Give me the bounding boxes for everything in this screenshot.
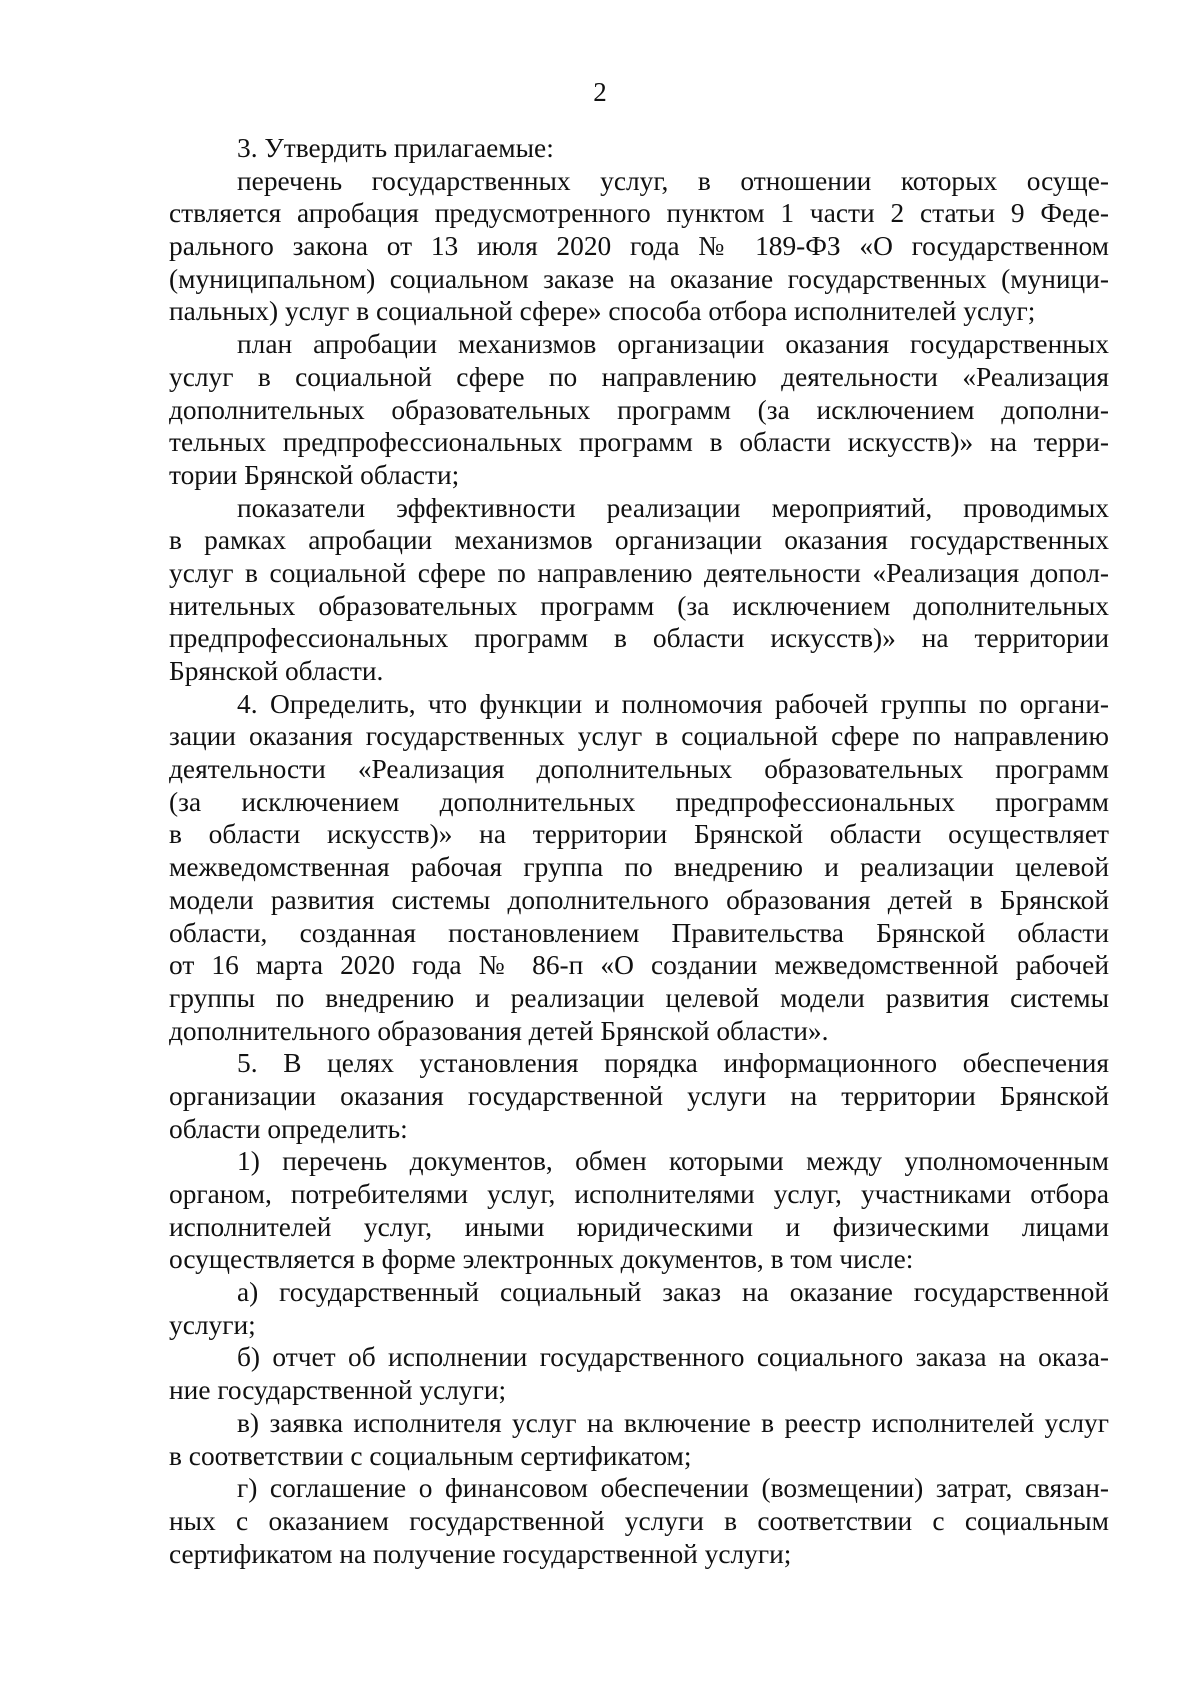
text-line: нительных образовательных программ (за исключением дополнительных <box>169 590 1109 621</box>
text-line: тельных предпрофессиональных программ в области искусств)» на терри- <box>169 427 1109 458</box>
text-line: б) отчет об исполнении государственного социального заказа на оказа- <box>237 1342 1109 1373</box>
text-line: зации оказания государственных услуг в социальной сфере по направлению <box>169 721 1109 752</box>
text-line: ствляется апробация предусмотренного пунктом 1 части 2 статьи 9 Феде- <box>169 198 1109 229</box>
text-line: пальных) услуг в социальной сфере» способа отбора исполнителей услуг; <box>169 296 1036 327</box>
text-line: ных с оказанием государственной услуги в соответствии с социальным <box>169 1505 1109 1536</box>
text-line: области определить: <box>169 1113 408 1144</box>
text-line: перечень государственных услуг, в отношении которых осуще- <box>237 165 1109 196</box>
text-line: деятельности «Реализация дополнительных образовательных программ <box>169 754 1109 785</box>
text-line: области, созданная постановлением Правительства Брянской области <box>169 917 1109 948</box>
text-line: 1) перечень документов, обмен которыми между уполномоченным <box>237 1146 1109 1177</box>
text-line: услуг в социальной сфере по направлению деятельности «Реализация допол- <box>169 557 1109 588</box>
text-line: в рамках апробации механизмов организации оказания государственных <box>169 525 1109 556</box>
text-line: 3. Утвердить прилагаемые: <box>237 133 554 163</box>
text-line: в соответствии с социальным сертификатом; <box>169 1440 692 1471</box>
text-line: 4. Определить, что функции и полномочия рабочей группы по органи- <box>237 688 1109 719</box>
text-line: план апробации механизмов организации оказания государственных <box>237 329 1109 360</box>
text-line: в) заявка исполнителя услуг на включение в реестр исполнителей услуг <box>237 1407 1109 1438</box>
text-line: группы по внедрению и реализации целевой модели развития системы <box>169 982 1109 1013</box>
text-line: 5. В целях установления порядка информационного обеспечения <box>237 1048 1109 1079</box>
text-line: показатели эффективности реализации мероприятий, проводимых <box>237 492 1109 523</box>
text-line: исполнителей услуг, иными юридическими и физическими лицами <box>169 1211 1109 1242</box>
text-line: предпрофессиональных программ в области искусств)» на территории <box>169 623 1109 654</box>
page-number: 2 <box>593 77 607 107</box>
text-line: ние государственной услуги; <box>169 1375 507 1406</box>
text-line: дополнительных образовательных программ (за исключением дополни- <box>169 394 1109 425</box>
document-body <box>169 132 1109 1570</box>
text-line: дополнительного образования детей Брянской области». <box>169 1015 829 1046</box>
text-line: межведомственная рабочая группа по внедрению и реализации целевой <box>169 852 1109 883</box>
text-line: рального закона от 13 июля 2020 года № 189-ФЗ «О государственном <box>169 231 1109 262</box>
text-line: в области искусств)» на территории Брянской области осуществляет <box>169 819 1109 850</box>
text-line: услуг в социальной сфере по направлению деятельности «Реализация <box>169 361 1109 392</box>
text-line: осуществляется в форме электронных документов, в том числе: <box>169 1244 914 1275</box>
text-line: модели развития системы дополнительного образования детей в Брянской <box>169 884 1109 915</box>
text-line: от 16 марта 2020 года № 86-п «О создании межведомственной рабочей <box>169 950 1109 981</box>
text-line: услуги; <box>169 1309 256 1340</box>
text-line: сертификатом на получение государственной услуги; <box>169 1538 792 1569</box>
text-line: тории Брянской области; <box>169 459 460 490</box>
text-line: организации оказания государственной услуги на территории Брянской <box>169 1080 1109 1111</box>
text-line: (за исключением дополнительных предпрофессиональных программ <box>169 786 1109 817</box>
text-line: Брянской области. <box>169 656 384 686</box>
text-line: г) соглашение о финансовом обеспечении (возмещении) затрат, связан- <box>237 1473 1109 1504</box>
text-line: (муниципальном) социальном заказе на оказание государственных (муници- <box>169 263 1109 294</box>
text-line: а) государственный социальный заказ на оказание государственной <box>237 1277 1109 1308</box>
text-line: органом, потребителями услуг, исполнителями услуг, участниками отбора <box>169 1179 1109 1209</box>
